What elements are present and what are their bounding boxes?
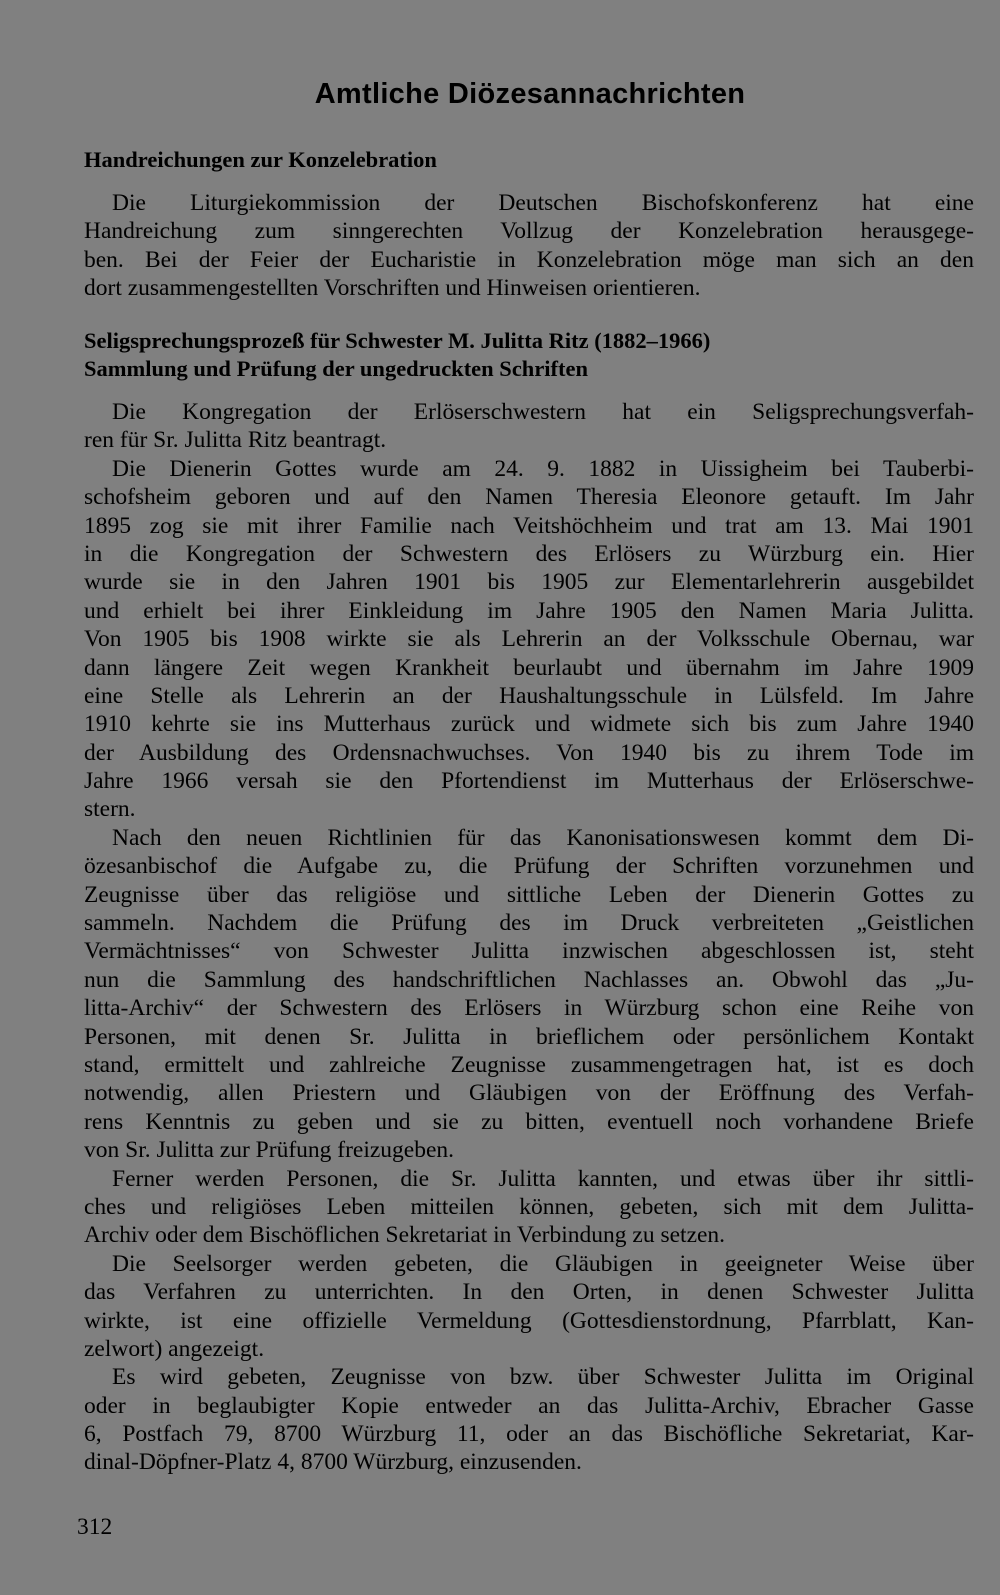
text-line: Die Seelsorger werden gebeten, die Gläubigen in geeigneter Weise über [112, 1250, 974, 1277]
text-line: nun die Sammlung des handschriftlichen Nachlasses an. Obwohl das „Ju- [84, 966, 974, 993]
text-line: ches und religiöses Leben mitteilen können, gebeten, sich mit dem Julitta- [84, 1193, 974, 1220]
text-line: oder in beglaubigter Kopie entweder an das Julitta-Archiv, Ebracher Gasse [84, 1392, 974, 1419]
section-heading-konzelebration: Handreichungen zur Konzelebration [84, 147, 437, 172]
text-line: Die Kongregation der Erlöserschwestern hat ein Seligsprechungsverfah- [112, 399, 974, 425]
text-line: dort zusammengestellten Vorschriften und Hinweisen orientieren. [84, 275, 701, 302]
text-line: Ferner werden Personen, die Sr. Julitta kannten, und etwas über ihr sittli- [112, 1165, 974, 1192]
text-line: dann längere Zeit wegen Krankheit beurlaubt und übernahm im Jahre 1909 [84, 654, 974, 681]
text-line: stern. [84, 796, 136, 823]
text-line: Jahre 1966 versah sie den Pfortendienst im Mutterhaus der Erlöserschwe- [84, 768, 974, 795]
page-title: Amtliche Diözesannachrichten [314, 78, 746, 110]
section-subheading-schriften: Sammlung und Prüfung der ungedruckten Schriften [84, 356, 589, 381]
text-line: Vermächtnisses“ von Schwester Julitta inzwischen abgeschlossen ist, steht [84, 938, 974, 965]
text-line: Die Dienerin Gottes wurde am 24. 9. 1882 in Uissigheim bei Tauberbi- [112, 455, 974, 482]
text-line: sammeln. Nachdem die Prüfung des im Druck verbreiteten „Geistlichen [84, 910, 974, 937]
text-line: wirkte, ist eine offizielle Vermeldung (Gottesdienstordnung, Pfarrblatt, Kan- [84, 1307, 974, 1334]
text-line: Nach den neuen Richtlinien für das Kanonisationswesen kommt dem Di- [112, 824, 974, 851]
paragraph-konzelebration [84, 189, 974, 303]
text-line: Handreichung zum sinngerechten Vollzug der Konzelebration herausgege- [84, 218, 974, 245]
text-line: Die Liturgiekommission der Deutschen Bischofskonferenz hat eine [112, 190, 974, 216]
text-line: eine Stelle als Lehrerin an der Haushaltungsschule in Lülsfeld. Im Jahre [84, 682, 974, 709]
text-line: 6, Postfach 79, 8700 Würzburg 11, oder an das Bischöfliche Sekretariat, Kar- [84, 1421, 974, 1448]
section-heading-seligsprechung: Seligsprechungsprozeß für Schwester M. Julitta Ritz (1882–1966) [84, 328, 711, 353]
text-line: ben. Bei der Feier der Eucharistie in Konzelebration möge man sich an den [84, 246, 974, 273]
text-line: dinal-Döpfner-Platz 4, 8700 Würzburg, einzusenden. [84, 1449, 582, 1476]
text-line: litta-Archiv“ der Schwestern des Erlösers in Würzburg schon eine Reihe von [84, 995, 974, 1022]
text-line: und erhielt bei ihrer Einkleidung im Jahre 1905 den Namen Maria Julitta. [84, 597, 974, 624]
text-line: ren für Sr. Julitta Ritz beantragt. [84, 427, 387, 454]
text-line: Personen, mit denen Sr. Julitta in brieflichem oder persönlichem Kontakt [84, 1023, 974, 1050]
text-line: in die Kongregation der Schwestern des Erlösers zu Würzburg ein. Hier [84, 540, 974, 567]
body-text-seligsprechung [84, 398, 974, 1477]
page-number: 312 [77, 1514, 113, 1540]
text-line: Von 1905 bis 1908 wirkte sie als Lehrerin an der Volksschule Obernau, war [84, 626, 974, 653]
text-line: 1895 zog sie mit ihrer Familie nach Veitshöchheim und trat am 13. Mai 1901 [84, 512, 974, 539]
text-line: Zeugnisse über das religiöse und sittliche Leben der Dienerin Gottes zu [84, 881, 974, 908]
text-line: notwendig, allen Priestern und Gläubigen von der Eröffnung des Verfah- [84, 1080, 974, 1107]
text-line: rens Kenntnis zu geben und sie zu bitten, eventuell noch vorhandene Briefe [84, 1108, 974, 1135]
text-line: Archiv oder dem Bischöflichen Sekretariat in Verbindung zu setzen. [84, 1222, 726, 1249]
text-line: özesanbischof die Aufgabe zu, die Prüfung der Schriften vorzunehmen und [84, 853, 974, 880]
text-line: das Verfahren zu unterrichten. In den Orten, in denen Schwester Julitta [84, 1279, 974, 1306]
text-line: stand, ermittelt und zahlreiche Zeugnisse zusammengetragen hat, ist es doch [84, 1051, 974, 1078]
text-line: 1910 kehrte sie ins Mutterhaus zurück und widmete sich bis zum Jahre 1940 [84, 711, 974, 738]
text-line: von Sr. Julitta zur Prüfung freizugeben. [84, 1137, 455, 1164]
text-line: Es wird gebeten, Zeugnisse von bzw. über Schwester Julitta im Original [112, 1364, 974, 1391]
text-line: der Ausbildung des Ordensnachwuchses. Von 1940 bis zu ihrem Tode im [84, 739, 974, 766]
text-line: schofsheim geboren und auf den Namen Theresia Eleonore getauft. Im Jahr [84, 484, 974, 511]
text-line: zelwort) angezeigt. [84, 1335, 265, 1362]
text-line: wurde sie in den Jahren 1901 bis 1905 zur Elementarlehrerin ausgebildet [84, 569, 974, 596]
